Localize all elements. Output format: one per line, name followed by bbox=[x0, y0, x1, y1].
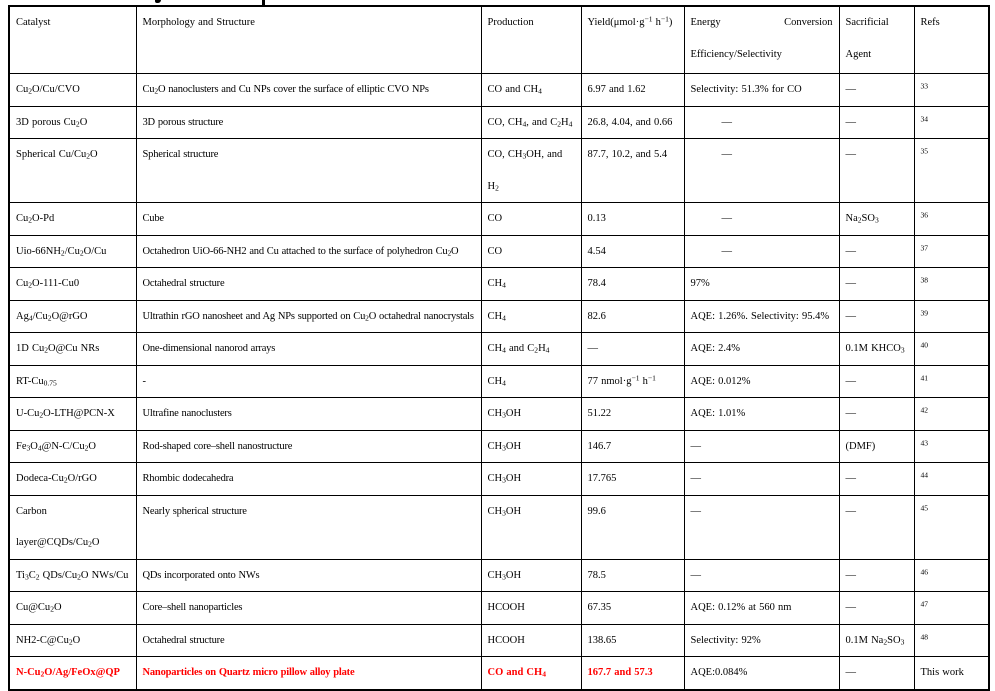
cell-production: $CH_4$ bbox=[481, 300, 581, 333]
cell-efficiency: — bbox=[684, 559, 839, 592]
cell-efficiency: — bbox=[684, 235, 839, 268]
cell-morphology: Octahedron UiO-66-NH2 and Cu attached to the surface of polyhedron $Cu_2O$ bbox=[136, 235, 481, 268]
cell-morphology: Spherical structure bbox=[136, 139, 481, 203]
cell-morphology: Rhombic dodecahedra bbox=[136, 463, 481, 496]
cell-sacrificial: (DMF) bbox=[839, 430, 914, 463]
cell-refs: 35 bbox=[914, 139, 989, 203]
table-row bbox=[9, 592, 989, 625]
cell-efficiency: — bbox=[684, 203, 839, 236]
cell-yield: 167.7 and 57.3 bbox=[581, 657, 684, 690]
table-row bbox=[9, 624, 989, 657]
cell-yield: 82.6 bbox=[581, 300, 684, 333]
cell-catalyst: $Fe_3O_4@N-C/Cu_2O$ bbox=[9, 430, 136, 463]
cell-efficiency: — bbox=[684, 139, 839, 203]
header-row bbox=[9, 6, 989, 74]
table-row bbox=[9, 235, 989, 268]
cell-efficiency: Selectivity: 92% bbox=[684, 624, 839, 657]
cell-yield: 146.7 bbox=[581, 430, 684, 463]
cell-morphology: Core–shell nanoparticles bbox=[136, 592, 481, 625]
cell-production: $CH_4$ and $C_2H_4$ bbox=[481, 333, 581, 366]
table-row bbox=[9, 74, 989, 107]
cell-yield: 51.22 bbox=[581, 398, 684, 431]
table-row bbox=[9, 463, 989, 496]
cell-efficiency: AQE: 0.012% bbox=[684, 365, 839, 398]
cell-catalyst: $Cu_2O-Pd$ bbox=[9, 203, 136, 236]
cell-efficiency: AQE: 0.12% at 560 nm bbox=[684, 592, 839, 625]
cell-yield: 4.54 bbox=[581, 235, 684, 268]
cell-production: $CH_3OH$ bbox=[481, 495, 581, 559]
table-body bbox=[9, 74, 989, 690]
column-header-morphology: Morphology and Structure bbox=[136, 6, 481, 74]
cell-sacrificial: 0.1M $KHCO_3$ bbox=[839, 333, 914, 366]
cell-efficiency: Selectivity: 51.3% for CO bbox=[684, 74, 839, 107]
cell-yield: 78.5 bbox=[581, 559, 684, 592]
cell-sacrificial: — bbox=[839, 268, 914, 301]
table-row bbox=[9, 139, 989, 203]
table-row bbox=[9, 365, 989, 398]
cell-refs: 33 bbox=[914, 74, 989, 107]
table-row bbox=[9, 333, 989, 366]
cell-catalyst: $Cu_2O-111-Cu0$ bbox=[9, 268, 136, 301]
table-header bbox=[9, 6, 989, 74]
cell-efficiency: — bbox=[684, 106, 839, 139]
cell-morphology: Nanoparticles on Quartz micro pillow alloy plate bbox=[136, 657, 481, 690]
cell-catalyst: 1D $Cu_2O@Cu$ NRs bbox=[9, 333, 136, 366]
cell-sacrificial: — bbox=[839, 235, 914, 268]
column-header-efficiency: Energy Conversion Efficiency/Selectivity bbox=[684, 6, 839, 74]
cell-production: CO bbox=[481, 203, 581, 236]
table-row bbox=[9, 430, 989, 463]
cell-efficiency: — bbox=[684, 463, 839, 496]
cell-sacrificial: 0.1M $Na_2SO_3$ bbox=[839, 624, 914, 657]
cell-morphology: Ultrafine nanoclusters bbox=[136, 398, 481, 431]
cell-production: $CH_4$ bbox=[481, 268, 581, 301]
cell-yield: 6.97 and 1.62 bbox=[581, 74, 684, 107]
cell-morphology: One-dimensional nanorod arrays bbox=[136, 333, 481, 366]
cell-sacrificial: — bbox=[839, 398, 914, 431]
cell-efficiency: AQE:0.084% bbox=[684, 657, 839, 690]
cell-sacrificial: — bbox=[839, 592, 914, 625]
cell-catalyst: $Ag_4/Cu_2O@rGO$ bbox=[9, 300, 136, 333]
cell-production: $CH_3OH$ bbox=[481, 463, 581, 496]
cell-refs: 40 bbox=[914, 333, 989, 366]
cell-morphology: Ultrathin rGO nanosheet and Ag NPs supported on $Cu_2O$ octahedral nanocrystals bbox=[136, 300, 481, 333]
cell-production: $CH_3OH$ bbox=[481, 559, 581, 592]
cell-refs: 45 bbox=[914, 495, 989, 559]
cell-refs: 43 bbox=[914, 430, 989, 463]
cell-refs: 46 bbox=[914, 559, 989, 592]
cell-efficiency: 97% bbox=[684, 268, 839, 301]
cell-yield: 26.8, 4.04, and 0.66 bbox=[581, 106, 684, 139]
cell-sacrificial: — bbox=[839, 106, 914, 139]
cell-production: HCOOH bbox=[481, 592, 581, 625]
cell-sacrificial: — bbox=[839, 365, 914, 398]
column-header-production: Production bbox=[481, 6, 581, 74]
cell-sacrificial: — bbox=[839, 657, 914, 690]
cell-production: $CH_3OH$ bbox=[481, 430, 581, 463]
cell-catalyst: $NH2-C@Cu_2O$ bbox=[9, 624, 136, 657]
column-header-sacrificial: Sacrificial Agent bbox=[839, 6, 914, 74]
cell-morphology: Octahedral structure bbox=[136, 268, 481, 301]
cell-efficiency: AQE: 1.26%. Selectivity: 95.4% bbox=[684, 300, 839, 333]
cell-morphology: Cube bbox=[136, 203, 481, 236]
cell-yield: 87.7, 10.2, and 5.4 bbox=[581, 139, 684, 203]
cell-catalyst: $Cu_2O/Cu$/CVO bbox=[9, 74, 136, 107]
cell-morphology: Nearly spherical structure bbox=[136, 495, 481, 559]
cell-morphology: 3D porous structure bbox=[136, 106, 481, 139]
cell-morphology: QDs incorporated onto NWs bbox=[136, 559, 481, 592]
table-row-this-work bbox=[9, 657, 989, 690]
cell-catalyst: Carbon $layer@CQDs/Cu_2O$ bbox=[9, 495, 136, 559]
table-row bbox=[9, 495, 989, 559]
cell-production: CO bbox=[481, 235, 581, 268]
column-header-refs: Refs bbox=[914, 6, 989, 74]
catalyst-comparison-table bbox=[8, 5, 990, 691]
cell-catalyst: Uio-$66NH_2/Cu_2O/Cu$ bbox=[9, 235, 136, 268]
cell-catalyst: $U-Cu_2O-LTH@PCN-X$ bbox=[9, 398, 136, 431]
table-row bbox=[9, 559, 989, 592]
cell-production: $CH_4$ bbox=[481, 365, 581, 398]
column-header-catalyst: Catalyst bbox=[9, 6, 136, 74]
cell-refs: 38 bbox=[914, 268, 989, 301]
table-row bbox=[9, 106, 989, 139]
cell-production: CO, $CH_3OH$, and $H_2$ bbox=[481, 139, 581, 203]
cell-refs: 44 bbox=[914, 463, 989, 496]
cell-sacrificial: — bbox=[839, 300, 914, 333]
cell-refs: 48 bbox=[914, 624, 989, 657]
cell-production: HCOOH bbox=[481, 624, 581, 657]
cell-catalyst: 3D porous $Cu_2O$ bbox=[9, 106, 136, 139]
cell-catalyst: $RT-Cu_{0.75}$ bbox=[9, 365, 136, 398]
cell-refs: 39 bbox=[914, 300, 989, 333]
cell-yield: 77 $nmol\cdot g^{-1}$ $h^{-1}$ bbox=[581, 365, 684, 398]
cell-sacrificial: $Na_2SO_3$ bbox=[839, 203, 914, 236]
cell-morphology: $Cu_2O$ nanoclusters and Cu NPs cover the surface of elliptic CVO NPs bbox=[136, 74, 481, 107]
cell-yield: 78.4 bbox=[581, 268, 684, 301]
cell-production: CO, $CH_4$, and $C_2H_4$ bbox=[481, 106, 581, 139]
cell-sacrificial: — bbox=[839, 495, 914, 559]
table-row bbox=[9, 268, 989, 301]
cell-yield: 138.65 bbox=[581, 624, 684, 657]
cell-yield: 0.13 bbox=[581, 203, 684, 236]
cell-sacrificial: — bbox=[839, 139, 914, 203]
cell-efficiency: AQE: 2.4% bbox=[684, 333, 839, 366]
cell-yield: 67.35 bbox=[581, 592, 684, 625]
cell-production: CO and $CH_4$ bbox=[481, 74, 581, 107]
cell-catalyst: Spherical $Cu/Cu_2O$ bbox=[9, 139, 136, 203]
cell-yield: 17.765 bbox=[581, 463, 684, 496]
cell-refs: 41 bbox=[914, 365, 989, 398]
table-row bbox=[9, 300, 989, 333]
cell-catalyst: $Cu@Cu_2O$ bbox=[9, 592, 136, 625]
table-row bbox=[9, 398, 989, 431]
cell-morphology: - bbox=[136, 365, 481, 398]
cell-refs: This work bbox=[914, 657, 989, 690]
cell-catalyst: Dodeca-$Cu_2O$/rGO bbox=[9, 463, 136, 496]
column-header-yield: $Yield(\mu mol\cdot g^{-1}$ $h^{-1}$) bbox=[581, 6, 684, 74]
cell-sacrificial: — bbox=[839, 463, 914, 496]
cell-efficiency: — bbox=[684, 430, 839, 463]
cell-yield: 99.6 bbox=[581, 495, 684, 559]
cell-refs: 37 bbox=[914, 235, 989, 268]
cell-efficiency: AQE: 1.01% bbox=[684, 398, 839, 431]
cell-morphology: Rod-shaped core–shell nanostructure bbox=[136, 430, 481, 463]
cropped-title-fragment bbox=[155, 0, 161, 3]
cell-production: CO and $CH_4$ bbox=[481, 657, 581, 690]
cell-refs: 47 bbox=[914, 592, 989, 625]
cell-efficiency: — bbox=[684, 495, 839, 559]
cell-morphology: Octahedral structure bbox=[136, 624, 481, 657]
cell-catalyst: $N-Cu_2O/Ag/FeOx@QP$ bbox=[9, 657, 136, 690]
cell-sacrificial: — bbox=[839, 74, 914, 107]
cell-refs: 42 bbox=[914, 398, 989, 431]
cell-sacrificial: — bbox=[839, 559, 914, 592]
cell-catalyst: $Ti_3C_2$ QDs/$Cu_2O$ NWs/Cu bbox=[9, 559, 136, 592]
cell-yield: — bbox=[581, 333, 684, 366]
cell-production: $CH_3OH$ bbox=[481, 398, 581, 431]
cell-refs: 36 bbox=[914, 203, 989, 236]
cell-refs: 34 bbox=[914, 106, 989, 139]
table-row bbox=[9, 203, 989, 236]
